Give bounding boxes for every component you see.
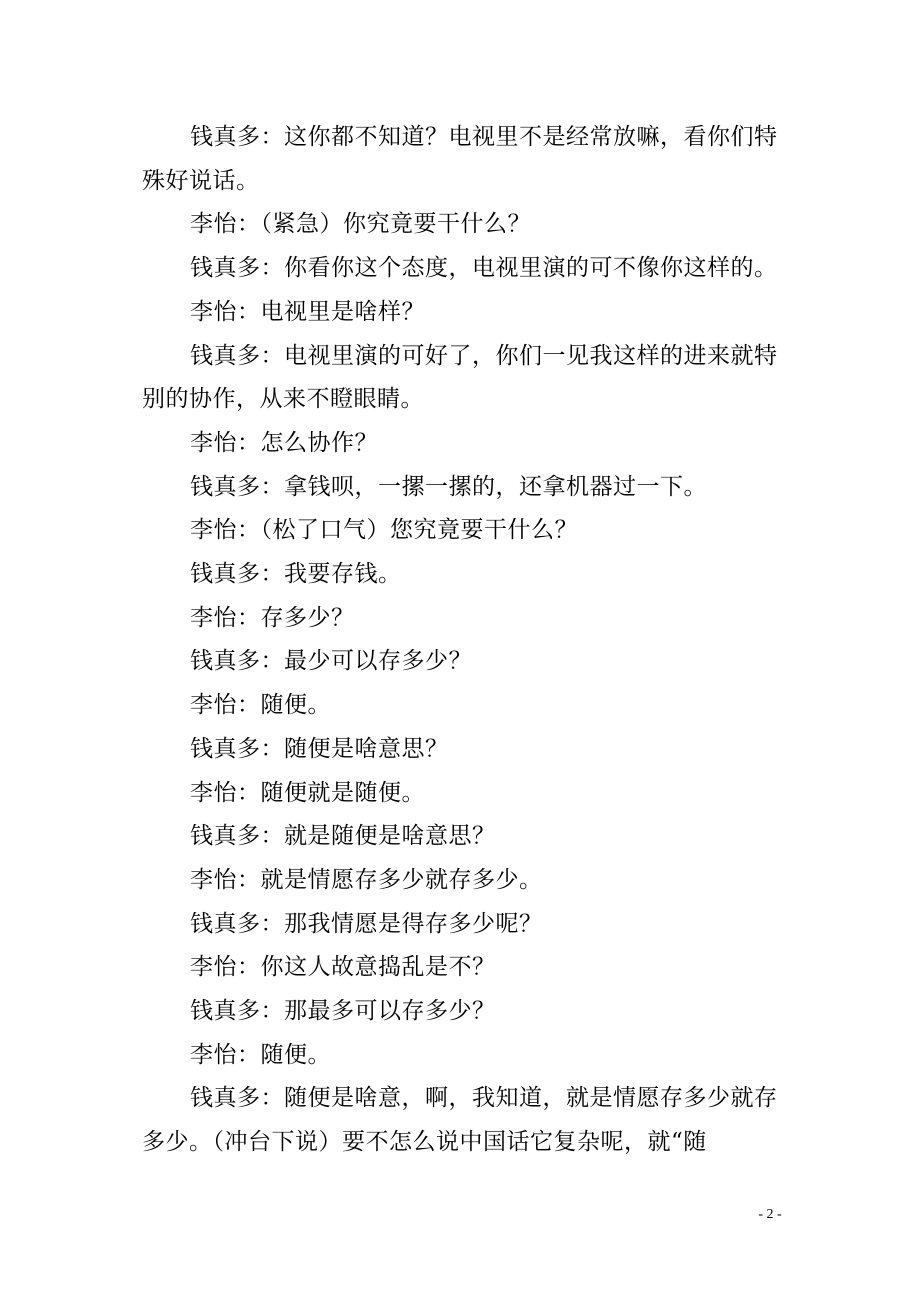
dialogue-line: 钱真多：最少可以存多少？	[190, 648, 472, 675]
dialogue-line: 钱真多：随便是啥意思？	[190, 735, 449, 762]
dialogue-line: 李怡：存多少？	[190, 604, 355, 631]
dialogue-line: 李怡：电视里是啥样？	[190, 298, 425, 325]
dialogue-line: 钱真多：你看你这个态度，电视里演的可不像你这样的。	[190, 255, 778, 282]
dialogue-line: 李怡：随便。	[190, 1041, 331, 1068]
dialogue-line: 钱真多：拿钱呗，一摞一摞的，还拿机器过一下。	[190, 473, 707, 500]
dialogue-line: 李怡：（紧急）你究竟要干什么？	[190, 211, 531, 238]
dialogue-line: 李怡：就是情愿存多少就存多少。	[190, 866, 543, 893]
dialogue-line: 钱真多：那我情愿是得存多少呢？	[190, 910, 543, 937]
page-number: - 2 -	[758, 1207, 782, 1222]
dialogue-line: 钱真多：那最多可以存多少？	[190, 998, 496, 1025]
dialogue-line: 李怡：怎么协作？	[190, 429, 378, 456]
dialogue-line: 李怡：（松了口气）您究竟要干什么？	[190, 517, 578, 544]
dialogue-line: 钱真多：就是随便是啥意思？	[190, 823, 496, 850]
dialogue-line: 钱真多：随便是啥意，啊，我知道，就是情愿存多少就存多少。（冲台下说）要不怎么说中国话它复杂呢，就“随	[142, 1085, 778, 1156]
dialogue-line: 李怡：随便就是随便。	[190, 779, 425, 806]
dialogue-line: 李怡：你这人故意捣乱是不？	[190, 954, 496, 981]
dialogue-line: 李怡：随便。	[190, 692, 331, 719]
dialogue-body	[142, 116, 787, 1165]
dialogue-line: 钱真多：电视里演的可好了，你们一见我这样的进来就特别的协作，从来不瞪眼睛。	[142, 342, 778, 413]
dialogue-line: 钱真多：这你都不知道？电视里不是经常放嘛，看你们特殊好说话。	[142, 124, 778, 194]
dialogue-line: 钱真多：我要存钱。	[190, 561, 402, 588]
